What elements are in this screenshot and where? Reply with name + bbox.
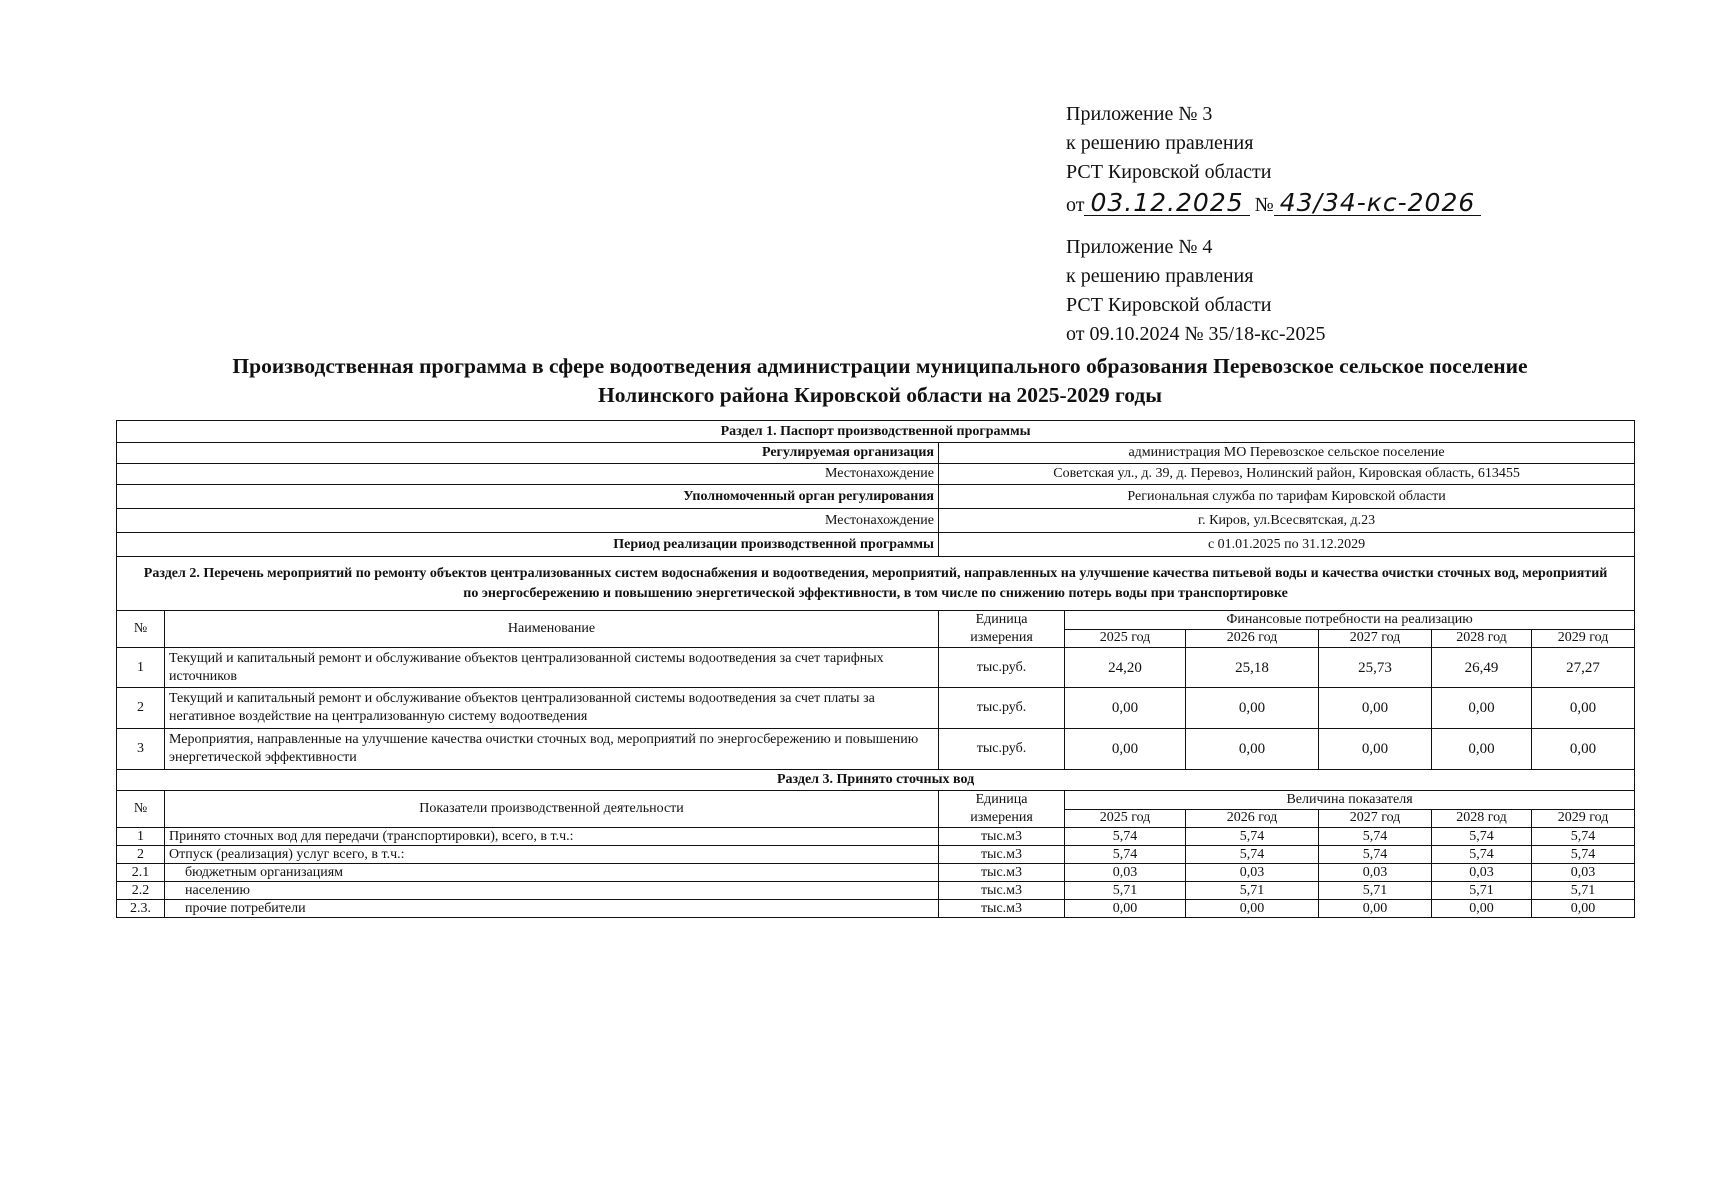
col-group-header: Финансовые потребности на реализацию: [1065, 611, 1635, 630]
row-value: 0,03: [1432, 864, 1532, 882]
section-1-header: Раздел 1. Паспорт производственной программы: [117, 421, 1635, 443]
section-2-colhead-row: [117, 611, 1635, 630]
passport-row: [117, 485, 1635, 509]
handwritten-number: 43/34-кс-2026: [1274, 191, 1482, 216]
row-value: 0,00: [1186, 729, 1319, 770]
program-table: [116, 420, 1635, 918]
appendix-4-line4: от 09.10.2024 № 35/18-кс-2025: [1066, 323, 1326, 345]
row-value: 0,00: [1065, 688, 1186, 729]
year-header: 2026 год: [1186, 809, 1319, 828]
appendix-3-line3: РСТ Кировской области: [1066, 161, 1272, 183]
row-name: Мероприятия, направленные на улучшение качества очистки сточных вод, мероприятий по энергосбережению и повышению энергетической эффективности: [165, 729, 939, 770]
year-header: 2026 год: [1186, 629, 1319, 648]
table-row: [117, 648, 1635, 688]
row-value: 5,74: [1186, 846, 1319, 864]
row-number: 1: [117, 648, 165, 688]
table-row: [117, 864, 1635, 882]
table-row: [117, 688, 1635, 729]
section-3-colhead-row: [117, 791, 1635, 810]
col-group-header: Величина показателя: [1065, 791, 1635, 810]
passport-label: Регулируемая организация: [117, 443, 939, 464]
row-value: 0,00: [1319, 900, 1432, 918]
row-value: 5,74: [1319, 846, 1432, 864]
document-title: [120, 352, 1640, 410]
row-value: 27,27: [1532, 648, 1635, 688]
row-value: 5,74: [1432, 828, 1532, 846]
table-row: [117, 846, 1635, 864]
row-value: 0,03: [1065, 864, 1186, 882]
passport-label: Период реализации производственной программы: [117, 533, 939, 557]
table-row: [117, 828, 1635, 846]
row-value: 26,49: [1432, 648, 1532, 688]
table-row: [117, 900, 1635, 918]
passport-row: [117, 509, 1635, 533]
row-value: 0,00: [1432, 688, 1532, 729]
row-name: населению: [165, 882, 939, 900]
year-header: 2027 год: [1319, 809, 1432, 828]
passport-value: Региональная служба по тарифам Кировской области: [939, 485, 1635, 509]
row-number: 3: [117, 729, 165, 770]
row-unit: тыс.м3: [939, 882, 1065, 900]
year-header: 2027 год: [1319, 629, 1432, 648]
row-value: 0,00: [1065, 900, 1186, 918]
year-header: 2029 год: [1532, 629, 1635, 648]
row-value: 5,74: [1065, 828, 1186, 846]
year-header: 2028 год: [1432, 629, 1532, 648]
row-value: 5,71: [1065, 882, 1186, 900]
row-number: 2: [117, 688, 165, 729]
year-header: 2025 год: [1065, 809, 1186, 828]
col-unit-header: Единица измерения: [939, 611, 1065, 648]
row-unit: тыс.руб.: [939, 648, 1065, 688]
row-value: 5,74: [1532, 846, 1635, 864]
appendix-3-block: [1066, 100, 1481, 220]
col-name-header: Показатели производственной деятельности: [165, 791, 939, 828]
appendix-3-date-line: [1066, 188, 1481, 220]
row-value: 0,00: [1186, 688, 1319, 729]
row-value: 5,74: [1432, 846, 1532, 864]
row-unit: тыс.руб.: [939, 688, 1065, 729]
row-unit: тыс.м3: [939, 828, 1065, 846]
row-value: 0,00: [1186, 900, 1319, 918]
passport-value: с 01.01.2025 по 31.12.2029: [939, 533, 1635, 557]
row-value: 5,74: [1186, 828, 1319, 846]
appendix-3-title: Приложение № 3: [1066, 103, 1213, 125]
row-name: бюджетным организациям: [165, 864, 939, 882]
row-value: 25,73: [1319, 648, 1432, 688]
section-2-header: Раздел 2. Перечень мероприятий по ремонту объектов централизованных систем водоснабжения и водоотведения, мероприятий, направленных на улучшение качества питьевой воды и качества очистки сточных вод, мероприятий по энергосбережению и повышению энергетической эффективности, в том числе по снижению потерь воды при транспортировке: [117, 557, 1635, 611]
col-no-header: №: [117, 611, 165, 648]
section-2-header-row: [117, 557, 1635, 611]
year-header: 2029 год: [1532, 809, 1635, 828]
row-value: 0,00: [1532, 729, 1635, 770]
row-value: 24,20: [1065, 648, 1186, 688]
row-number: 2.3.: [117, 900, 165, 918]
row-number: 2.2: [117, 882, 165, 900]
row-value: 0,00: [1319, 729, 1432, 770]
col-name-header: Наименование: [165, 611, 939, 648]
row-value: 5,71: [1432, 882, 1532, 900]
year-header: 2028 год: [1432, 809, 1532, 828]
row-value: 0,03: [1186, 864, 1319, 882]
row-value: 25,18: [1186, 648, 1319, 688]
number-label: №: [1254, 194, 1274, 216]
row-value: 5,71: [1319, 882, 1432, 900]
section-3-header-row: [117, 770, 1635, 791]
section-1-header-row: [117, 421, 1635, 443]
row-value: 5,74: [1065, 846, 1186, 864]
row-name: прочие потребители: [165, 900, 939, 918]
passport-value: администрация МО Перевозское сельское поселение: [939, 443, 1635, 464]
row-name: Текущий и капитальный ремонт и обслуживание объектов централизованной системы водоотведения за счет платы за негативное воздействие на централизованную систему водоотведения: [165, 688, 939, 729]
row-value: 0,03: [1319, 864, 1432, 882]
row-value: 5,71: [1186, 882, 1319, 900]
year-header: 2025 год: [1065, 629, 1186, 648]
appendix-4-block: [1066, 233, 1326, 349]
passport-row: [117, 443, 1635, 464]
handwritten-date: 03.12.2025: [1084, 191, 1249, 216]
row-value: 0,03: [1532, 864, 1635, 882]
row-value: 0,00: [1432, 729, 1532, 770]
passport-row: [117, 464, 1635, 485]
row-value: 0,00: [1065, 729, 1186, 770]
row-value: 5,74: [1319, 828, 1432, 846]
row-value: 0,00: [1432, 900, 1532, 918]
passport-label: Местонахождение: [117, 464, 939, 485]
title-line-2: Нолинского района Кировской области на 2025-2029 годы: [597, 383, 1163, 407]
row-value: 5,74: [1532, 828, 1635, 846]
row-unit: тыс.руб.: [939, 729, 1065, 770]
row-name: Принято сточных вод для передачи (транспортировки), всего, в т.ч.:: [165, 828, 939, 846]
row-value: 0,00: [1319, 688, 1432, 729]
table-row: [117, 729, 1635, 770]
row-unit: тыс.м3: [939, 864, 1065, 882]
row-value: 5,71: [1532, 882, 1635, 900]
appendix-4-title: Приложение № 4: [1066, 236, 1213, 258]
passport-row: [117, 533, 1635, 557]
row-name: Отпуск (реализация) услуг всего, в т.ч.:: [165, 846, 939, 864]
passport-label: Уполномоченный орган регулирования: [117, 485, 939, 509]
passport-value: г. Киров, ул.Всесвятская, д.23: [939, 509, 1635, 533]
row-number: 2: [117, 846, 165, 864]
appendix-4-line2: к решению правления: [1066, 265, 1254, 287]
row-number: 1: [117, 828, 165, 846]
row-unit: тыс.м3: [939, 900, 1065, 918]
col-no-header: №: [117, 791, 165, 828]
row-value: 0,00: [1532, 900, 1635, 918]
table-row: [117, 882, 1635, 900]
appendix-4-line3: РСТ Кировской области: [1066, 294, 1272, 316]
row-name: Текущий и капитальный ремонт и обслуживание объектов централизованной системы водоотведения за счет тарифных источников: [165, 648, 939, 688]
section-3-header: Раздел 3. Принято сточных вод: [117, 770, 1635, 791]
appendix-3-line2: к решению правления: [1066, 132, 1254, 154]
passport-value: Советская ул., д. 39, д. Перевоз, Нолинский район, Кировская область, 613455: [939, 464, 1635, 485]
row-unit: тыс.м3: [939, 846, 1065, 864]
col-unit-header: Единица измерения: [939, 791, 1065, 828]
title-line-1: Производственная программа в сфере водоотведения администрации муниципального образования Перевозское сельское поселение: [232, 354, 1528, 378]
row-number: 2.1: [117, 864, 165, 882]
passport-label: Местонахождение: [117, 509, 939, 533]
row-value: 0,00: [1532, 688, 1635, 729]
from-label: от: [1066, 194, 1085, 216]
